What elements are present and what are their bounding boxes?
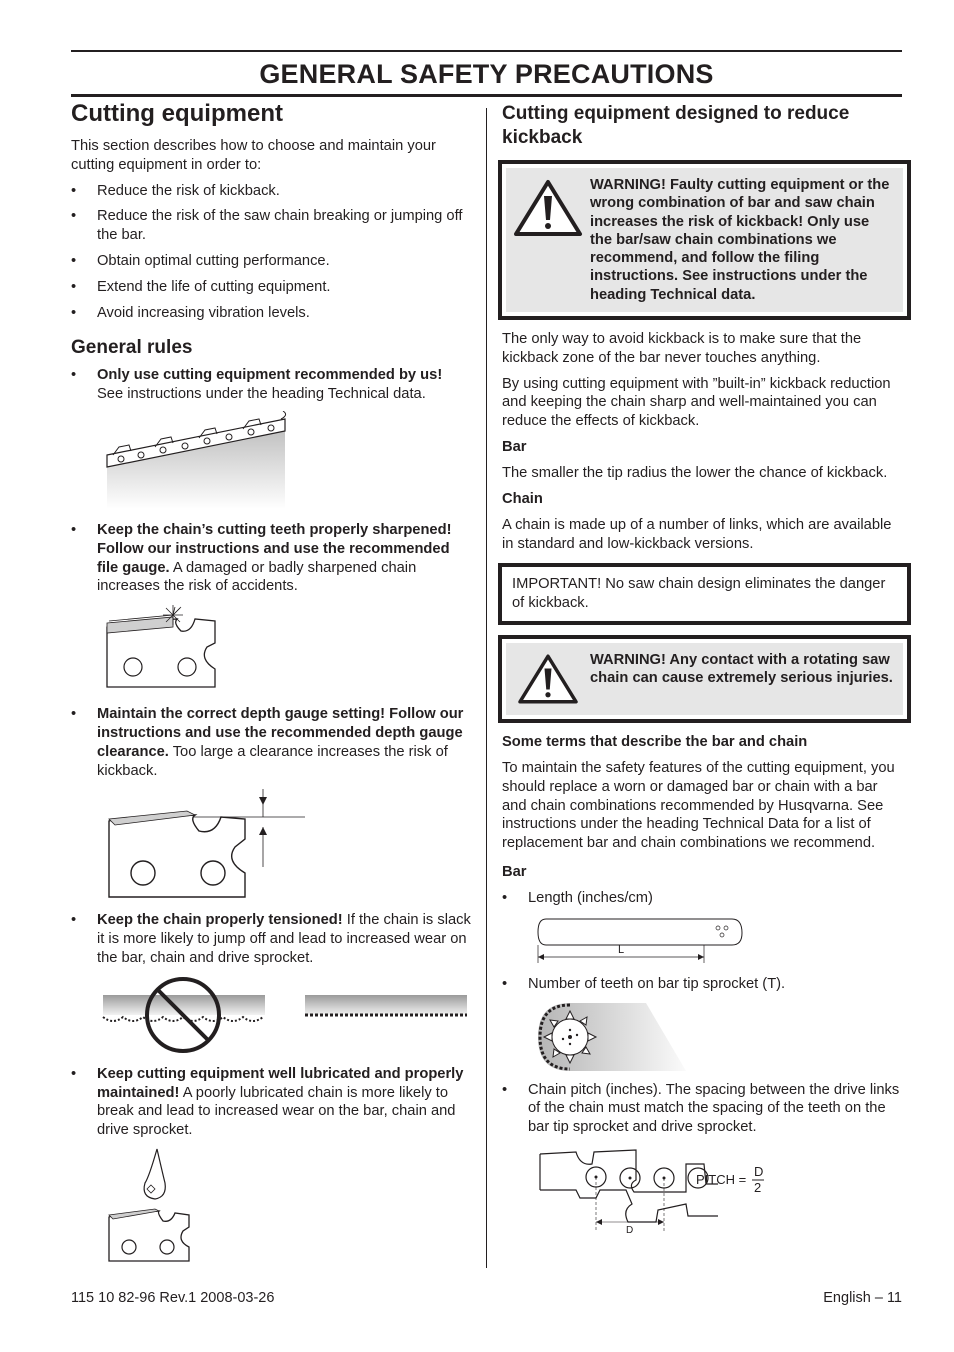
rule-bold: Keep the chain properly tensioned! xyxy=(97,912,343,929)
warning-triangle-icon xyxy=(512,176,584,240)
bar-terms-list-2 xyxy=(502,975,904,994)
terms-text: To maintain the safety features of the cutting equipment, you should replace a worn or damaged bar or chain with a bar and chain combinations recommended by Husqvarna. See instructions under the heading Technical Data for a list of replacement bar and chain combinations we recommend. xyxy=(502,760,895,852)
intro-text: This section describes how to choose and maintain your cutting equipment in order to: xyxy=(71,138,436,173)
pitch-denominator: 2 xyxy=(754,1180,762,1196)
page-header: GENERAL SAFETY PRECAUTIONS xyxy=(71,56,902,97)
bar-length-illustration xyxy=(536,915,746,967)
rule-text: If the chain is slack it is more likely to jump off and lead to increased wear on the bar, chain and drive sprocket. xyxy=(97,912,471,966)
chain-on-bar-illustration xyxy=(105,411,325,509)
chain-pitch-illustration xyxy=(536,1144,786,1234)
kickback-paragraph-1: The only way to avoid kickback is to make sure that the kickback zone of the bar never touches anything. xyxy=(502,331,862,366)
page-number: English – 11 xyxy=(823,1290,902,1306)
pitch-d-label: D xyxy=(626,1225,634,1235)
chain-text: A chain is made up of a number of links, which are available in standard and low-kickback versions. xyxy=(502,516,892,552)
important-text: IMPORTANT! No saw chain design eliminates the danger of kickback. xyxy=(512,576,886,612)
list-item: • Reduce the risk of kickback. xyxy=(71,182,471,201)
document-number: 115 10 82-96 Rev.1 2008-03-26 xyxy=(71,1290,275,1306)
chain-tension-illustration xyxy=(101,975,471,1057)
goals-list xyxy=(71,182,471,323)
pitch-numerator: D xyxy=(754,1164,764,1180)
pitch-formula-label: PITCH = xyxy=(696,1172,747,1188)
rule-item xyxy=(71,911,471,967)
right-column xyxy=(502,100,904,1242)
list-item: • Number of teeth on bar tip sprocket (T). xyxy=(502,975,904,994)
rule-bold: Keep cutting equipment well lubricated and properly maintained! xyxy=(97,1065,464,1101)
warning-triangle-icon xyxy=(512,651,584,707)
rule-bold: Only use cutting equipment recommended by us! xyxy=(97,367,443,384)
rule-bold: Maintain the correct depth gauge setting! Follow our instructions and use the recommended depth gauge clearance. xyxy=(97,706,464,760)
rules-list-5 xyxy=(71,1065,471,1140)
rule-item xyxy=(71,1065,471,1140)
column-divider xyxy=(486,108,487,1268)
rules-list-3 xyxy=(71,705,471,780)
list-item: • Extend the life of cutting equipment. xyxy=(71,278,471,297)
important-box xyxy=(498,563,911,625)
list-item: • Reduce the risk of the saw chain breaking or jumping off the bar. xyxy=(71,207,471,245)
left-column xyxy=(71,100,471,1277)
warning-text: WARNING! Faulty cutting equipment or the wrong combination of bar and saw chain increases the risk of kickback! Only use the bar/saw chain combinations we recommend, and follow the filing instructions. See instructions under the heading Technical data. xyxy=(590,177,890,303)
bar-terms-list xyxy=(502,889,904,908)
rule-text: A damaged or badly sharpened chain increases the risk of accidents. xyxy=(97,559,417,595)
section-title: Cutting equipment xyxy=(71,100,283,127)
rule-text: A poorly lubricated chain is more likely to break and lead to increased wear on the bar, chain and drive sprocket. xyxy=(97,1084,456,1139)
warning-box-cutting-equipment xyxy=(498,160,911,320)
rule-text: Too large a clearance increases the risk of kickback. xyxy=(97,743,448,779)
depth-gauge-illustration xyxy=(105,787,305,903)
top-rule xyxy=(71,50,902,52)
list-item: • Obtain optimal cutting performance. xyxy=(71,252,471,271)
lubrication-illustration xyxy=(105,1147,205,1269)
list-item: • Chain pitch (inches). The spacing between the drive links of the chain must match the spacing of the teeth on the bar tip sprocket and drive sprocket. xyxy=(502,1081,904,1137)
bar-terms-list-3 xyxy=(502,1081,904,1137)
rules-list xyxy=(71,366,471,404)
rules-list-2 xyxy=(71,521,471,596)
bar-tip-sprocket-illustration xyxy=(536,1001,706,1073)
terms-title: Some terms that describe the bar and chain xyxy=(502,734,808,751)
rule-item xyxy=(71,705,471,780)
kickback-section-title: Cutting equipment designed to reduce kickback xyxy=(502,103,850,148)
list-item: • Length (inches/cm) xyxy=(502,889,904,908)
warning-text: WARNING! Any contact with a rotating saw chain can cause extremely serious injuries. xyxy=(590,652,893,687)
bar-text: The smaller the tip radius the lower the chance of kickback. xyxy=(502,465,888,482)
rule-item xyxy=(71,521,471,596)
warning-box-rotating-chain xyxy=(498,635,911,723)
rule-text: See instructions under the heading Technical data. xyxy=(97,386,426,403)
kickback-paragraph-2: By using cutting equipment with ”built-in” kickback reduction and keeping the chain sharp and well-maintained you can reduce the effects of kickback. xyxy=(502,375,891,430)
length-label: L xyxy=(618,943,625,956)
cutter-tooth-sharpening-illustration xyxy=(103,603,233,695)
chain-label: Chain xyxy=(502,490,543,507)
bar-label-2: Bar xyxy=(502,864,527,881)
list-item: • Avoid increasing vibration levels. xyxy=(71,304,471,323)
rule-item xyxy=(71,366,471,404)
rule-bold: Keep the chain’s cutting teeth properly sharpened! Follow our instructions and use the recommended file gauge. xyxy=(97,521,452,576)
bar-label: Bar xyxy=(502,439,527,456)
general-rules-title: General rules xyxy=(71,337,193,359)
rules-list-4 xyxy=(71,911,471,967)
